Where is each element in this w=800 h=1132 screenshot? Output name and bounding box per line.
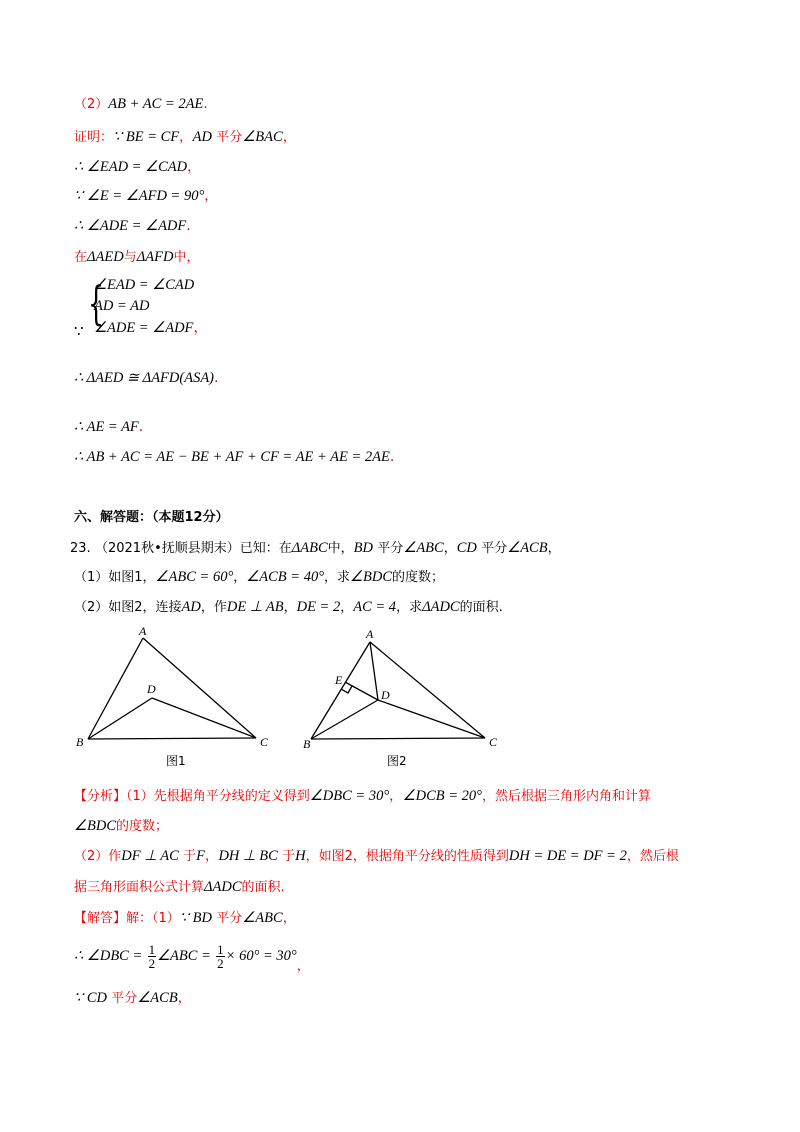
- fig2-label-d: D: [381, 688, 390, 702]
- proof-line-8: ∴ AB + AC = AE − BE + AF + CF = AE + AE = 2AE.: [74, 449, 395, 465]
- because-symbol: ∵: [74, 322, 84, 340]
- system-brace: {: [88, 276, 105, 330]
- fig1-label-b: B: [76, 735, 84, 749]
- proof-line-7: ∴ AE = AF.: [74, 419, 144, 435]
- system-row-3: ∠ADE = ∠ADF，: [94, 320, 208, 336]
- analysis-line-1: 【分析】（1）先根据角平分线的定义得到∠DBC = 30°，∠DCB = 20°，然后根据三角形内角和计算: [74, 788, 651, 804]
- answer-line-3: ∵ CD 平分∠ACB，: [74, 990, 192, 1006]
- figure-2: [311, 642, 485, 739]
- proof-line-5: 在ΔAED与ΔAFD中，: [74, 249, 200, 265]
- answer-line-2: ∴ ∠DBC = $\frac{1}{2}$ ∠ABC = $\frac{1}{2}$ × 60° = 30°，: [74, 942, 311, 974]
- part2-heading: （2）AB + AC = 2AE.: [74, 96, 208, 112]
- system-row-2: AD = AD: [94, 298, 150, 314]
- proof-line-2: ∴ ∠EAD = ∠CAD，: [74, 159, 201, 175]
- fig1-label-d: D: [147, 682, 156, 696]
- proof-line-6: ∴ ΔAED ≅ ΔAFD(ASA).: [74, 370, 219, 386]
- analysis-line-2: ∠BDC的度数；: [74, 818, 169, 834]
- fraction-half-2: $\frac{1}{2}$: [217, 942, 224, 971]
- analysis-line-4: 据三角形面积公式计算ΔADC的面积.: [74, 879, 285, 895]
- answer-line-1: 【解答】解：（1）∵ BD 平分∠ABC，: [74, 910, 297, 926]
- analysis-line-3: （2）作DF ⊥ AC 于F，DH ⊥ BC 于H，如图2，根据角平分线的性质得到DH = DE = DF = 2，然后根: [74, 848, 679, 864]
- figure-1: [88, 638, 256, 739]
- question-23-part-2: （2）如图2，连接AD，作DE ⊥ AB，DE = 2，AC = 4，求ΔADC的面积.: [74, 599, 503, 615]
- question-23-stem: 23. （2021秋•抚顺县期末）已知：在ΔABC中，BD 平分∠ABC，CD 平分∠ACB，: [70, 540, 561, 556]
- fig2-caption: 图2: [387, 754, 407, 768]
- section-title: 六、解答题：（本题12分）: [74, 510, 229, 525]
- proof-line-4: ∴ ∠ADE = ∠ADF.: [74, 218, 191, 234]
- fig2-label-b: B: [303, 737, 311, 751]
- fig1-caption: 图1: [166, 754, 186, 768]
- proof-line-3: ∵ ∠E = ∠AFD = 90°，: [74, 188, 218, 204]
- fig2-label-a: A: [366, 627, 374, 641]
- fig2-label-c: C: [489, 735, 498, 749]
- fig1-label-c: C: [260, 735, 269, 749]
- fig1-label-a: A: [139, 624, 147, 638]
- question-23-part-1: （1）如图1，∠ABC = 60°，∠ACB = 40°，求∠BDC的度数；: [74, 569, 445, 585]
- system-row-1: ∠EAD = ∠CAD: [94, 277, 195, 293]
- fig2-label-e: E: [335, 673, 343, 687]
- proof-line-1: 证明：∵ BE = CF，AD 平分∠BAC，: [74, 129, 297, 145]
- fraction-half-1: $\frac{1}{2}$: [148, 942, 156, 971]
- geometry-figures: [0, 624, 800, 784]
